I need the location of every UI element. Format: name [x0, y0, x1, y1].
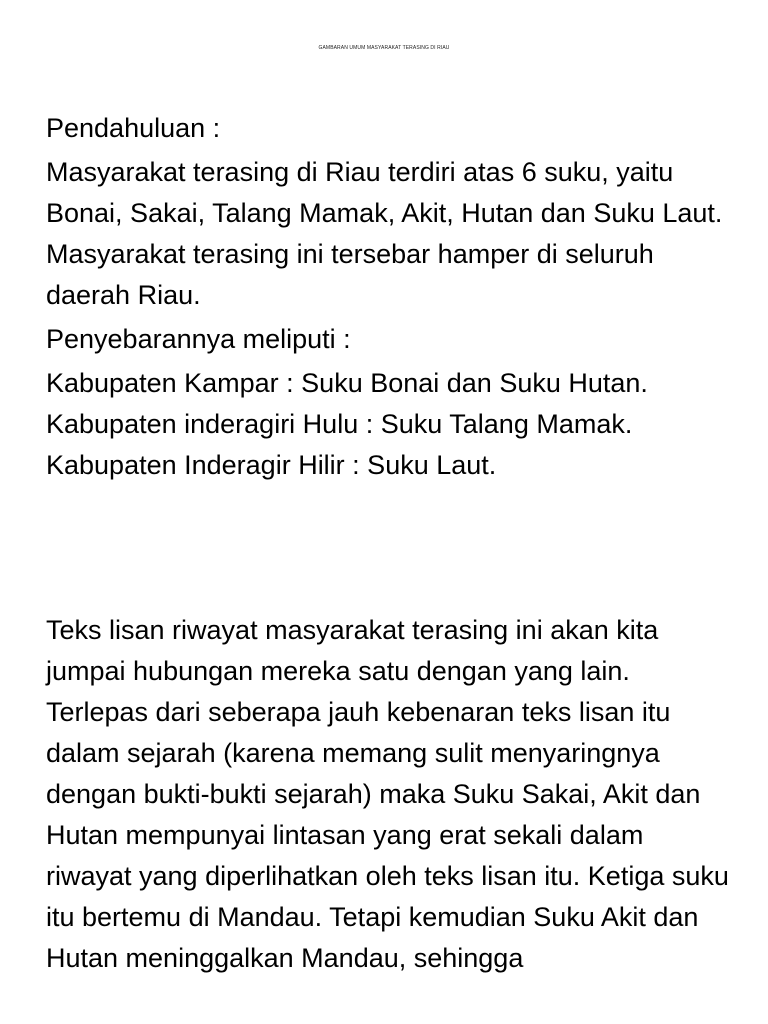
page-header-title: GAMBARAN UMUM MASYARAKAT TERASING DI RIAU	[318, 45, 450, 51]
distribution-heading: Penyebarannya meliputi :	[46, 324, 351, 354]
intro-paragraph: Masyarakat terasing di Riau terdiri atas 6 suku, yaitu Bonai, Sakai, Talang Mamak, Akit, Hutan dan Suku Laut. Masyarakat terasing ini tersebar hamper di seluruh daerah Riau.	[46, 157, 723, 310]
intro-heading: Pendahuluan :	[46, 113, 221, 143]
oral-text-paragraph: Teks lisan riwayat masyarakat terasing ini akan kita jumpai hubungan mereka satu dengan yang lain. Terlepas dari seberapa jauh kebenaran teks lisan itu dalam sejarah (karena memang sulit menyaringnya dengan bukti-bukti sejarah) maka Suku Sakai, Akit dan Hutan mempunyai lintasan yang erat sekali dalam riwayat yang diperlihatkan oleh teks lisan itu. Ketiga suku itu bertemu di Mandau. Tetapi kemudian Suku Akit dan Hutan meninggalkan Mandau, sehingga	[46, 615, 729, 973]
distribution-line-inderagiri-hulu: Kabupaten inderagiri Hulu : Suku Talang Mamak.	[46, 409, 633, 439]
document-body	[46, 108, 736, 979]
spacer	[46, 486, 736, 610]
distribution-line-kampar: Kabupaten Kampar : Suku Bonai dan Suku Hutan.	[46, 368, 648, 398]
distribution-line-inderagir-hilir: Kabupaten Inderagir Hilir : Suku Laut.	[46, 450, 497, 480]
